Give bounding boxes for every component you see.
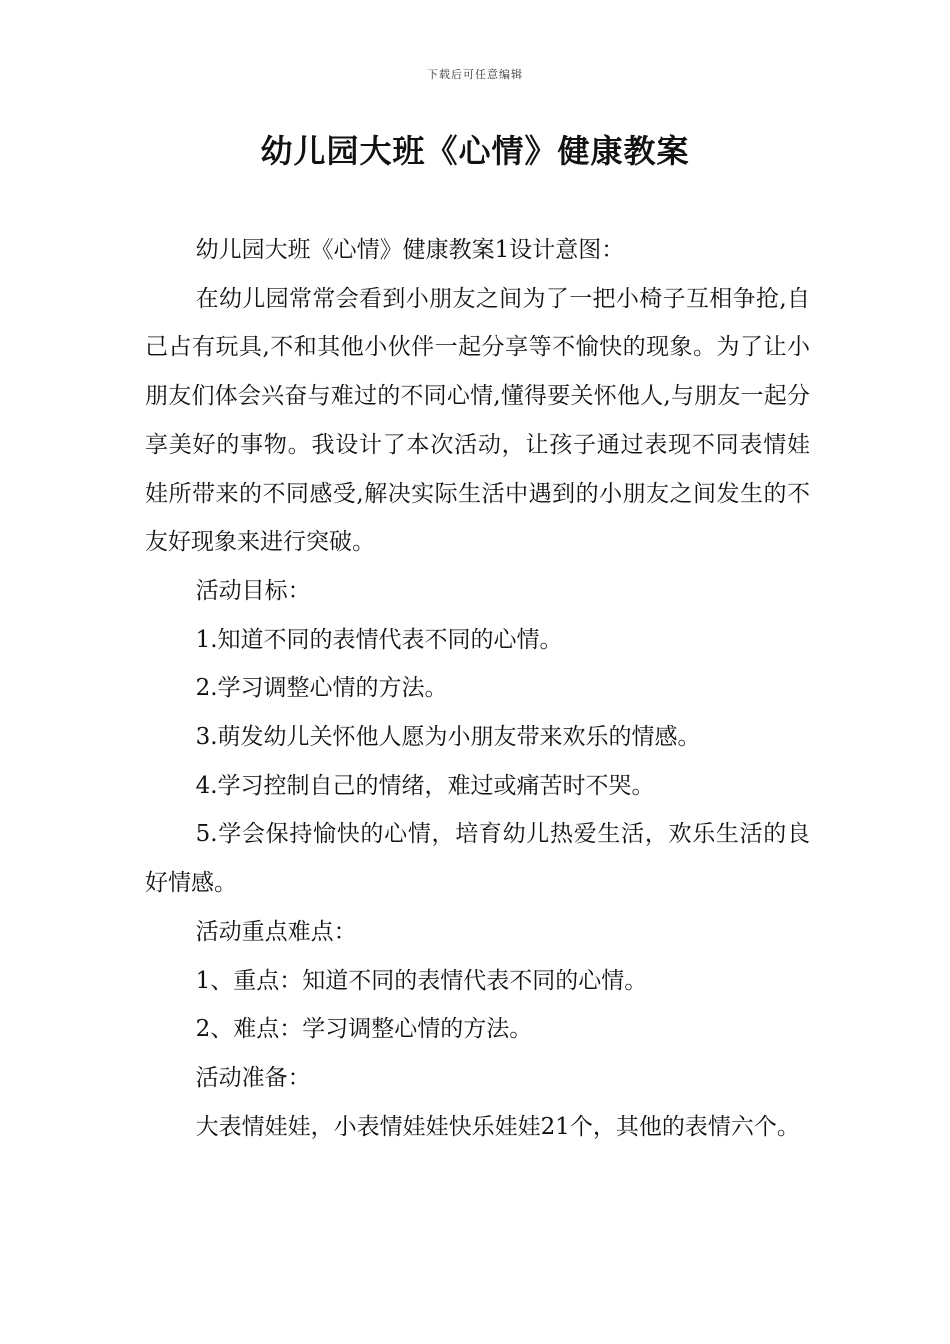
paragraph-goal-4: 4.学习控制自己的情绪，难过或痛苦时不哭。 <box>195 772 655 799</box>
paragraph-goal-3: 3.萌发幼儿关怀他人愿为小朋友带来欢乐的情感。 <box>195 724 701 751</box>
paragraph-preparation: 大表情娃娃，小表情娃娃快乐娃娃21个，其他的表情六个。 <box>195 1113 800 1140</box>
paragraph-goal-5: 5.学会保持愉快的心情，培育幼儿热爱生活，欢乐生活的良好情感。 <box>145 821 810 897</box>
paragraph-key-points-heading: 活动重点难点： <box>195 918 357 945</box>
paragraph-preparation-heading: 活动准备： <box>195 1064 311 1091</box>
header-note: 下载后可任意编辑 <box>427 68 523 81</box>
page-title: 幼儿园大班《心情》健康教案 <box>260 132 690 170</box>
document-body <box>145 226 810 1151</box>
paragraph-difficulty: 2、难点：学习调整心情的方法。 <box>195 1016 533 1043</box>
paragraph-design-intent: 在幼儿园常常会看到小朋友之间为了一把小椅子互相争抢,自己占有玩具,不和其他小伙伴一起分享等不愉快的现象。为了让小朋友们体会兴奋与难过的不同心情,懂得要关怀他人,与朋友一起分享美好的事物。我设计了本次活动，让孩子通过表现不同表情娃娃所带来的不同感受,解决实际生活中遇到的小朋友之间发生的不友好现象来进行突破。 <box>145 285 810 556</box>
paragraph-key-point: 1、重点：知道不同的表情代表不同的心情。 <box>195 967 648 994</box>
paragraph-design-intent-heading: 幼儿园大班《心情》健康教案1设计意图： <box>195 237 625 263</box>
paragraph-goal-2: 2.学习调整心情的方法。 <box>195 675 448 702</box>
paragraph-goal-1: 1.知道不同的表情代表不同的心情。 <box>195 626 563 653</box>
paragraph-goals-heading: 活动目标： <box>195 577 311 604</box>
